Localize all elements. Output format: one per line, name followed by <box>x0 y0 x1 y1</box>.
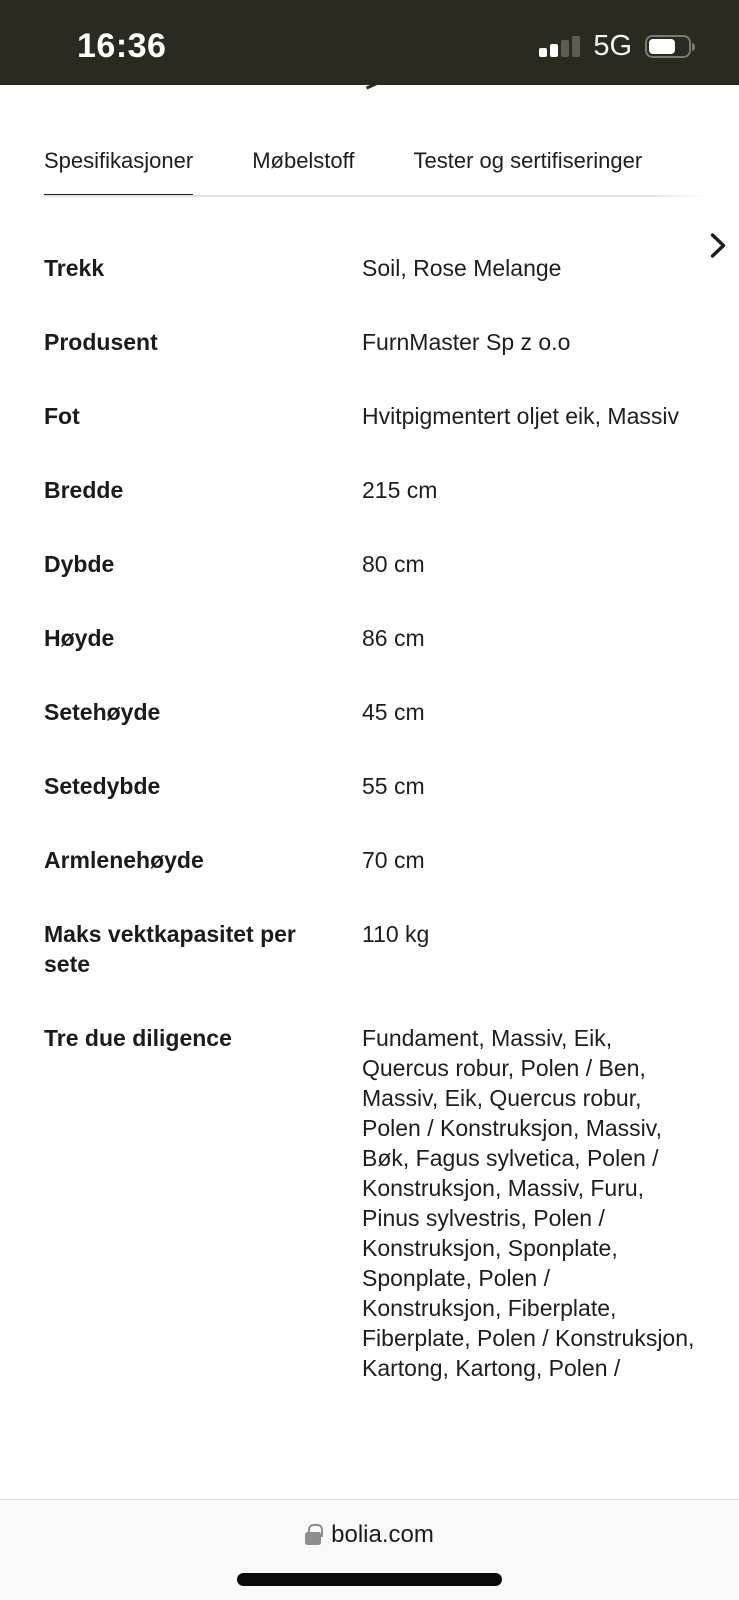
spec-section-tabs <box>0 85 739 197</box>
lock-icon <box>305 1532 321 1545</box>
spec-label: Trekk <box>44 254 105 281</box>
spec-row <box>44 401 695 431</box>
spec-value: 55 cm <box>362 772 425 799</box>
spec-row <box>44 1023 695 1383</box>
spec-label: Setedybde <box>44 772 161 799</box>
spec-value: 45 cm <box>362 698 425 725</box>
spec-value: 86 cm <box>362 624 425 651</box>
spec-label: Tre due diligence <box>44 1024 232 1051</box>
spec-row <box>44 623 695 653</box>
spec-row <box>44 697 695 727</box>
spec-label: Maks vektkapasitet per sete <box>44 920 296 977</box>
spec-label: Armlenehøyde <box>44 846 204 873</box>
spec-value: 80 cm <box>362 550 425 577</box>
status-time: 16:36 <box>77 27 167 65</box>
spec-value: Hvitpigmentert oljet eik, Massiv <box>362 402 679 429</box>
spec-label: Høyde <box>44 624 115 651</box>
spec-label: Dybde <box>44 550 115 577</box>
spec-value: Fundament, Massiv, Eik, Quercus robur, Polen / Ben, Massiv, Eik, Quercus robur, Polen / Konstruksjon, Massiv, Bøk, Fagus sylvetica, Polen / Konstruksjon, Massiv, Furu, Pinus sylvestris, Polen / Konstruksjon, Sponplate, Sponplate, Polen / Konstruksjon, Fiberplate, Fiberplate, Polen / Konstruksjon, Kartong, Kartong, Polen / <box>362 1024 695 1381</box>
network-type-label: 5G <box>593 30 632 62</box>
spec-label: Setehøyde <box>44 698 161 725</box>
spec-row <box>44 771 695 801</box>
specifications-table <box>44 253 695 1383</box>
spec-value: Soil, Rose Melange <box>362 254 562 281</box>
safari-url-bar[interactable] <box>0 1521 739 1549</box>
spec-label: Fot <box>44 402 80 429</box>
tab-mobelstoff[interactable]: Møbelstoff <box>252 148 355 173</box>
spec-label: Produsent <box>44 328 158 355</box>
spec-value: 70 cm <box>362 846 425 873</box>
spec-row <box>44 475 695 505</box>
spec-row <box>44 327 695 357</box>
spec-row <box>44 845 695 875</box>
spec-value: FurnMaster Sp z o.o <box>362 328 571 355</box>
home-indicator[interactable] <box>237 1573 502 1586</box>
tab-spesifikasjoner[interactable]: Spesifikasjoner <box>44 148 193 197</box>
spec-row <box>44 253 695 283</box>
chevron-right-icon[interactable] <box>705 231 731 259</box>
cellular-signal-icon <box>539 36 580 58</box>
tab-tester-og-sertifiseringer[interactable]: Tester og sertifiseringer <box>413 148 643 173</box>
tabs-row <box>44 148 739 197</box>
spec-label: Bredde <box>44 476 124 503</box>
battery-icon <box>645 35 691 58</box>
spec-value: 215 cm <box>362 476 438 503</box>
spec-value: 110 kg <box>362 920 430 947</box>
status-bar <box>0 0 739 85</box>
url-text: bolia.com <box>331 1521 434 1548</box>
spec-row <box>44 549 695 579</box>
spec-row <box>44 919 695 979</box>
status-icons <box>539 30 691 63</box>
